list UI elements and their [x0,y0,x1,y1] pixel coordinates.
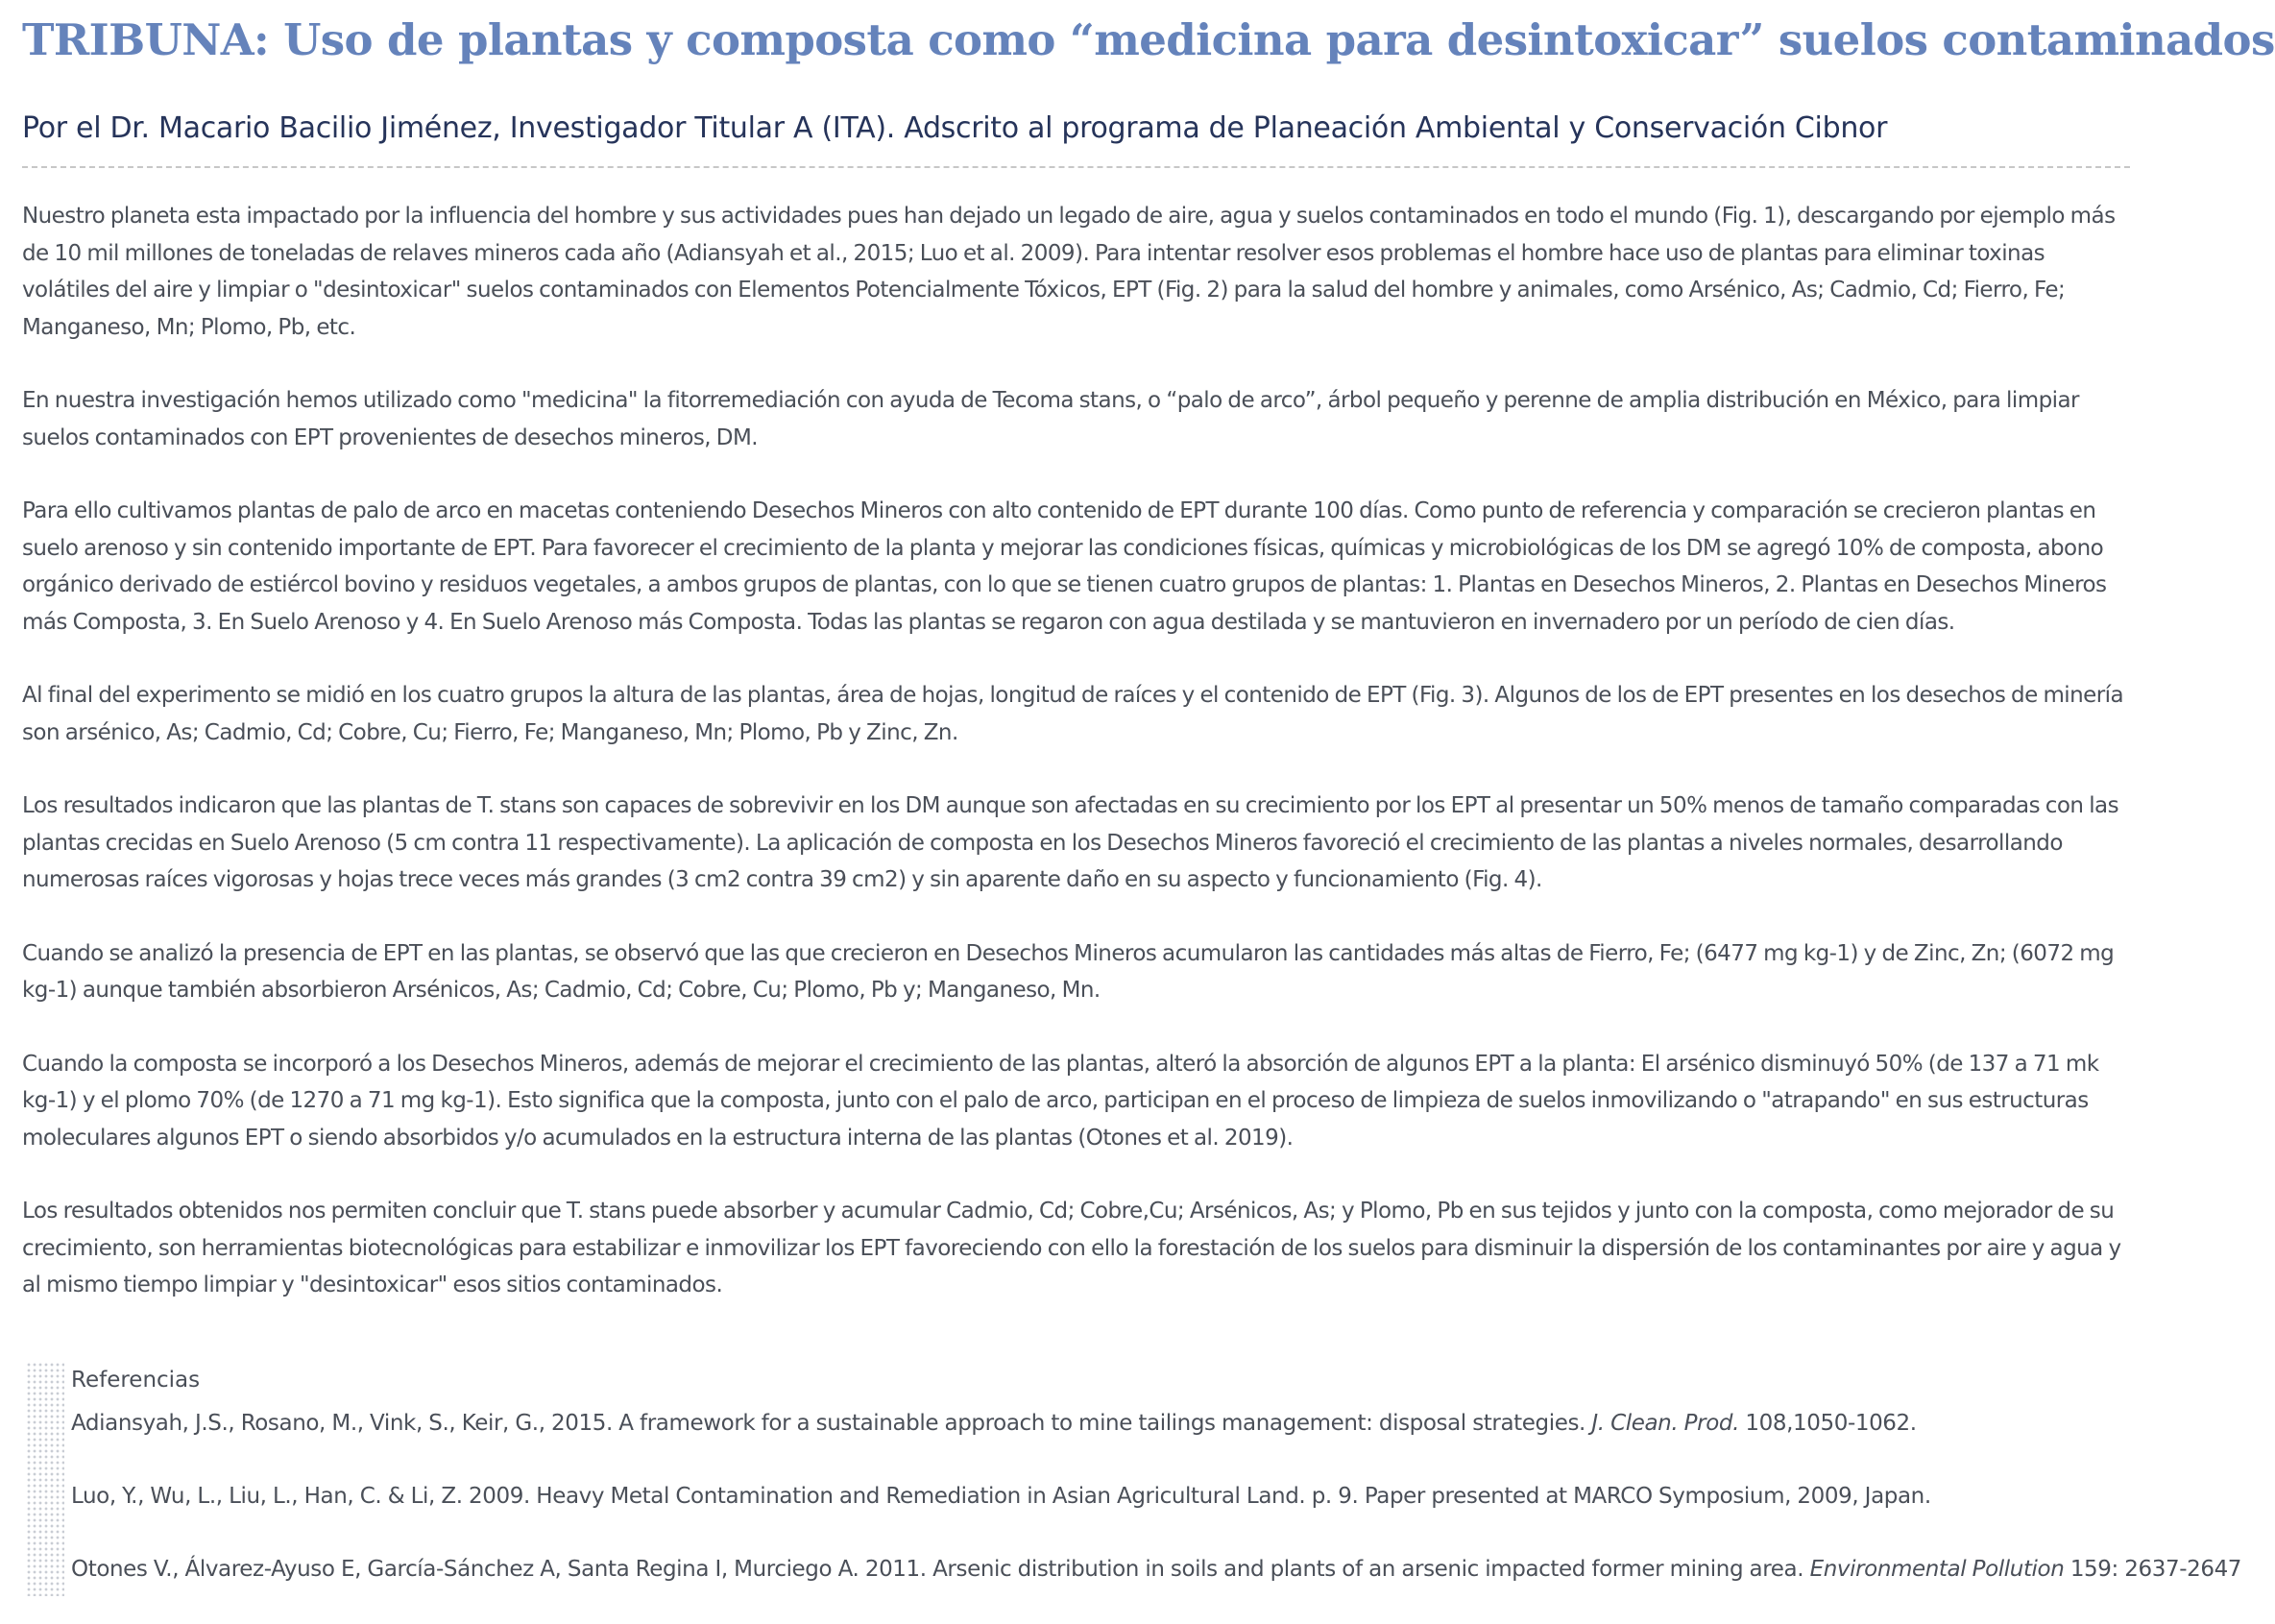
reference-item [71,1551,2242,1588]
reference-journal: J. Clean. Prod. [1591,1411,1739,1436]
dashed-divider [22,166,2130,168]
paragraph: Cuando la composta se incorporó a los Desechos Mineros, además de mejorar el crecimiento de las plantas, alteró la absorción de algunos EPT a la planta: El arsénico disminuyó 50% (de 137 a 71 mk kg-1) y el plomo 70% (de 1270 a 71 mg kg-1). Esto significa que la composta, junto con el palo de arco, participan en el proceso de limpieza de suelos inmovilizando o "atrapando" en sus estructuras moleculares algunos EPT o siendo absorbidos y/o acumulados en la estructura interna de las plantas (Otones et al. 2019). [22,1051,2099,1151]
dotted-bar-decoration [26,1362,64,1596]
reference-text: Luo, Y., Wu, L., Liu, L., Han, C. & Li, Z. 2009. Heavy Metal Contamination and Remediation in Asian Agricultural Land. p. 9. Paper presented at MARCO Symposium, 2009, Japan. [71,1484,1931,1509]
reference-text: Otones V., Álvarez-Ayuso E, García-Sánchez A, Santa Regina I, Murciego A. 2011. Arsenic distribution in soils and plants of an arsenic impacted former mining area. [71,1557,1810,1582]
references-title: Referencias [71,1368,201,1393]
paragraph: En nuestra investigación hemos utilizado como "medicina" la fitorremediación con ayuda de Tecoma stans, o “palo de arco”, árbol pequeño y perenne de amplia distribución en México, para limpiar suelos contaminados con EPT provenientes de desechos mineros, DM. [22,388,2079,450]
paragraph: Los resultados indicaron que las plantas de T. stans son capaces de sobrevivir en los DM aunque son afectadas en su crecimiento por los EPT al presentar un 50% menos de tamaño comparadas con las plantas crecidas en Suelo Arenoso (5 cm contra 11 respectivamente). La aplicación de composta en los Desechos Mineros favoreció el crecimiento de las plantas a niveles normales, desarrollando numerosas raíces vigorosas y hojas trece veces más grandes (3 cm2 contra 39 cm2) y sin aparente daño en su aspecto y funcionamiento (Fig. 4). [22,793,2119,892]
paragraph: Los resultados obtenidos nos permiten concluir que T. stans puede absorber y acumular Cadmio, Cd; Cobre,Cu; Arsénicos, As; y Plomo, Pb en sus tejidos y junto con la composta, como mejorador de su crecimiento, son herramientas biotecnológicas para estabilizar e inmovilizar los EPT favoreciendo con ello la forestación de los suelos para disminuir la dispersión de los contaminantes por aire y agua y al mismo tiempo limpiar y "desintoxicar" esos sitios contaminados. [22,1199,2121,1297]
reference-item [71,1405,2136,1442]
reference-text: Adiansyah, J.S., Rosano, M., Vink, S., Keir, G., 2015. A framework for a sustainable approach to mine tailings management: disposal strategies. [71,1411,1592,1436]
reference-journal: Environmental Pollution [1809,1557,2065,1582]
reference-tail: 108,1050-1062. [1738,1411,1917,1436]
paragraph: Al final del experimento se midió en los cuatro grupos la altura de las plantas, área de hojas, longitud de raíces y el contenido de EPT (Fig. 3). Algunos de los de EPT presentes en los desechos de minería son arsénico, As; Cadmio, Cd; Cobre, Cu; Fierro, Fe; Manganeso, Mn; Plomo, Pb y Zinc, Zn. [22,683,2124,745]
reference-item [71,1478,2136,1515]
article-byline: Por el Dr. Macario Bacilio Jiménez, Investigador Titular A (ITA). Adscrito al programa de Planeación Ambiental y Conservación Cibnor [22,111,1888,145]
article-body [22,198,2135,1304]
paragraph: Para ello cultivamos plantas de palo de arco en macetas conteniendo Desechos Mineros con alto contenido de EPT durante 100 días. Como punto de referencia y comparación se crecieron plantas en suelo arenoso y sin contenido importante de EPT. Para favorecer el crecimiento de la planta y mejorar las condiciones físicas, químicas y microbiológicas de los DM se agregó 10% de composta, abono orgánico derivado de estiércol bovino y residuos vegetales, a ambos grupos de plantas, con lo que se tienen cuatro grupos de plantas: 1. Plantas en Desechos Mineros, 2. Plantas en Desechos Mineros más Composta, 3. En Suelo Arenoso y 4. En Suelo Arenoso más Composta. Todas las plantas se regaron con agua destilada y se mantuvieron en invernadero por un período de cien días. [22,498,2107,635]
paragraph: Cuando se analizó la presencia de EPT en las plantas, se observó que las que crecieron en Desechos Mineros acumularon las cantidades más altas de Fierro, Fe; (6477 mg kg-1) y de Zinc, Zn; (6072 mg kg-1) aunque también absorbieron Arsénicos, As; Cadmio, Cd; Cobre, Cu; Plomo, Pb y; Manganeso, Mn. [22,940,2115,1003]
article-title: TRIBUNA: Uso de plantas y composta como “medicina para desintoxicar” suelos contaminados [22,14,2275,65]
article [22,0,2275,1341]
references-block [26,1362,2242,1624]
paragraph: Nuestro planeta esta impactado por la influencia del hombre y sus actividades pues han dejado un legado de aire, agua y suelos contaminados en todo el mundo (Fig. 1), descargando por ejemplo más de 10 mil millones de toneladas de relaves mineros cada año (Adiansyah et al., 2015; Luo et al. 2009). Para intentar resolver esos problemas el hombre hace uso de plantas para eliminar toxinas volátiles del aire y limpiar o "desintoxicar" suelos contaminados con Elementos Potencialmente Tóxicos, EPT (Fig. 2) para la salud del hombre y animales, como Arsénico, As; Cadmio, Cd; Fierro, Fe; Manganeso, Mn; Plomo, Pb, etc. [22,204,2116,340]
reference-tail: 159: 2637-2647 [2064,1557,2242,1582]
